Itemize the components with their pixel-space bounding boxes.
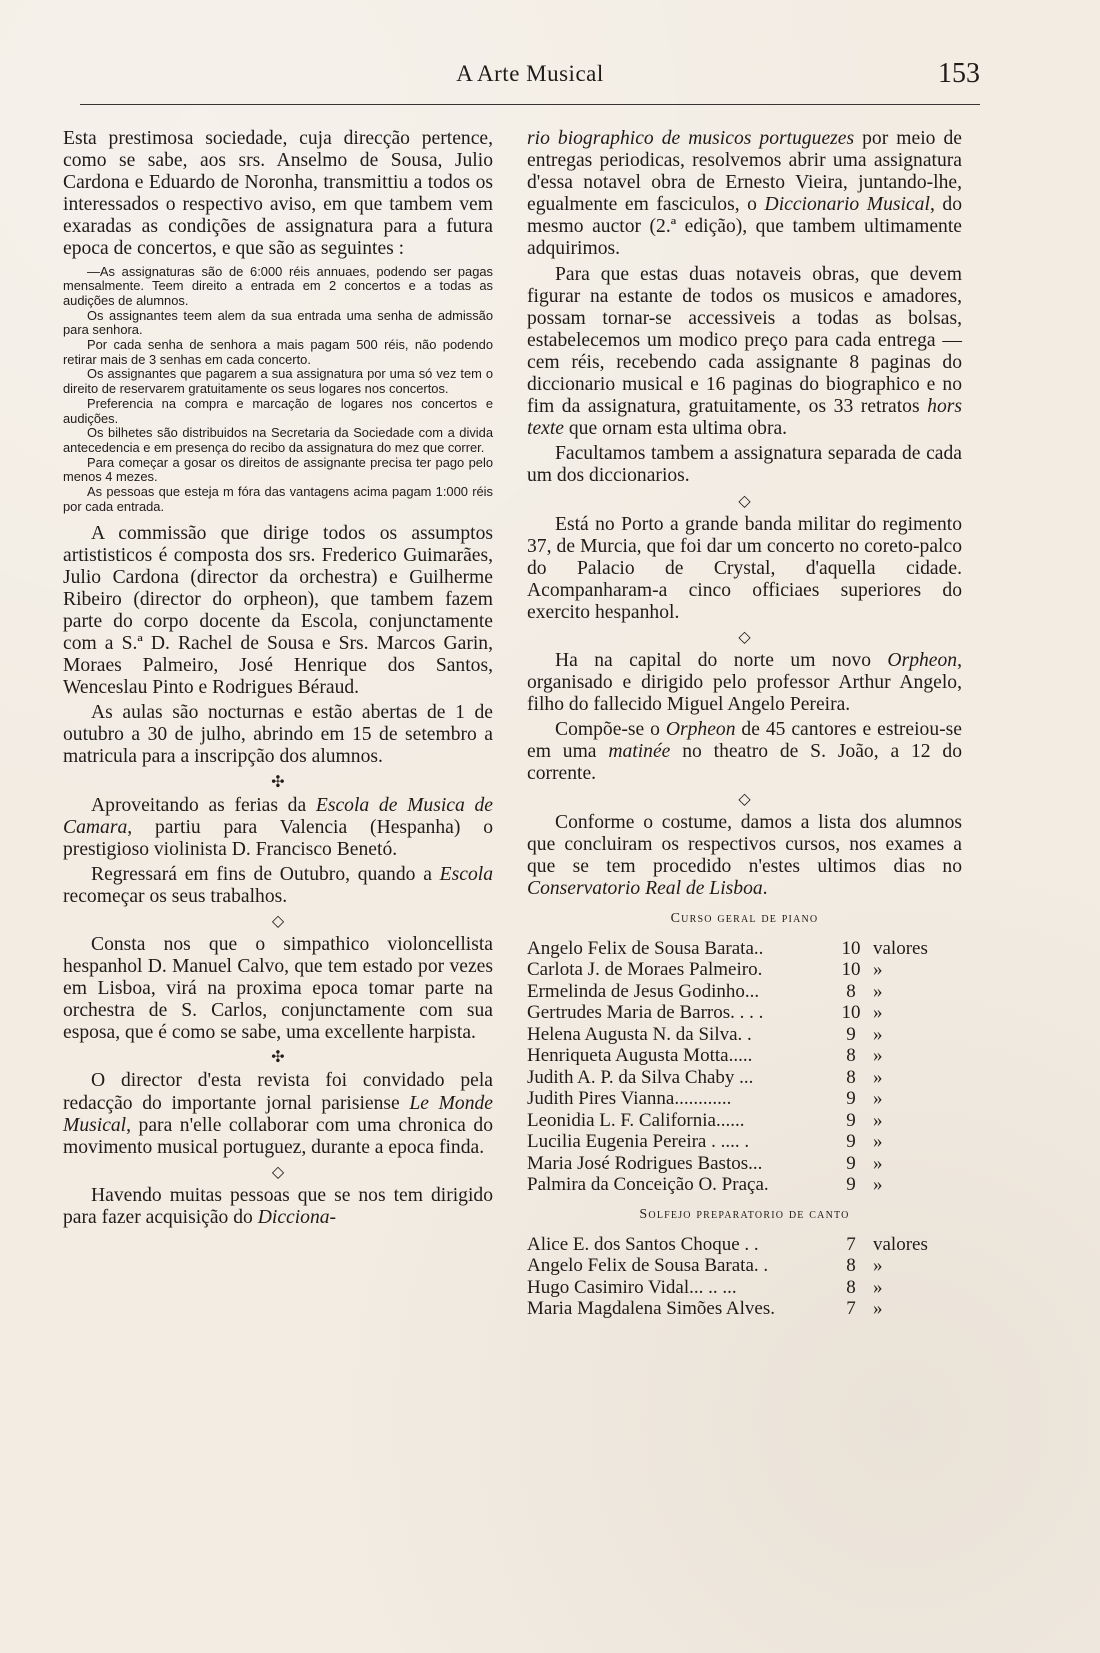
paragraph: rio biographico de musicos portuguezes por meio de entregas periodicas, resolvemos abrir uma assignatura d'essa notavel obra de Ernesto Vieira, juntando-lhe, egualmente em fasciculos, o Diccionario Musical, do mesmo auctor (2.ª edição), que tambem ultimamente adquirimos. [527, 128, 962, 260]
small-paragraph: Os assignantes teem alem da sua entrada uma senha de admissão para senhora. [63, 307, 493, 338]
paragraph: Ha na capital do norte um novo Orpheon, organisado e dirigido pelo professor Arthur Angelo, filho do fallecido Miguel Angelo Pereira. [527, 649, 962, 716]
diamond-divider: ◇ [271, 911, 285, 931]
score-unit: » [873, 1088, 883, 1110]
student-name: Gertrudes Maria de Barros. . . . [527, 1002, 764, 1024]
score-unit: valores [873, 1233, 928, 1255]
score-unit: » [873, 1023, 883, 1045]
diamond-divider: ◇ [738, 788, 751, 808]
small-paragraph: As pessoas que esteja m fóra das vantagens acima pagam 1:000 réis por cada entrada. [63, 484, 493, 514]
paragraph: Aproveitando as ferias da Escola de Musica de Camara, partiu para Valencia (Hespanha) o prestigioso violinista D. Francisco Benetó. [63, 794, 493, 860]
section-heading: Solfejo preparatorio de canto [639, 1206, 850, 1222]
result-row [527, 981, 962, 1003]
flourish-divider: ✣ [271, 771, 285, 791]
student-name: Maria Magdalena Simões Alves. [527, 1298, 776, 1320]
solfejo-results-list [527, 1234, 962, 1320]
result-row [527, 1088, 962, 1110]
score-value: 8 [846, 980, 856, 1002]
score-unit: » [873, 1276, 883, 1298]
result-row [527, 1174, 962, 1196]
score-unit: » [873, 1045, 883, 1067]
paragraph: Para que estas duas notaveis obras, que devem figurar na estante de todos os musicos e amadores, possam tornar-se accessiveis a todas as bolsas, estabelecemos um modico preço para cada entrega — cem réis, recebendo cada assignante 8 paginas do diccionario musical e 16 paginas do biographico e no fim da assignatura, gratuitamente, os 33 retratos hors texte que ornam esta ultima obra. [527, 263, 962, 440]
score-value: 10 [841, 959, 861, 981]
result-row [527, 1067, 962, 1089]
result-row [527, 1277, 962, 1299]
diamond-divider: ◇ [738, 490, 751, 510]
result-row [527, 1255, 962, 1277]
running-title: A Arte Musical [456, 61, 604, 86]
small-paragraph: Por cada senha de senhora a mais pagam 500 réis, não podendo retirar mais de 3 senhas em cada concerto. [63, 337, 493, 367]
score-value: 10 [841, 937, 861, 959]
small-paragraph: —As assignaturas são de 6:000 réis annuaes, podendo ser pagas mensalmente. Teem direito a entrada em 2 concertos e a todas as audições de alumnos. [63, 263, 493, 308]
score-value: 8 [846, 1045, 856, 1067]
paragraph: Esta prestimosa sociedade, cuja direcção pertence, como se sabe, aos srs. Anselmo de Sousa, Julio Cardona e Eduardo de Noronha, transmittiu a todos os interessados o respectivo aviso, em que tambem vem exaradas as condições de assignatura para a futura epoca de concertos, e que são as seguintes : [63, 128, 493, 260]
subscription-conditions [63, 265, 493, 515]
section-heading: Curso geral de piano [670, 910, 819, 926]
student-name: Angelo Felix de Sousa Barata. . [527, 1255, 769, 1277]
student-name: Lucilia Eugenia Pereira . .... . [527, 1131, 750, 1153]
score-value: 9 [846, 1131, 856, 1153]
student-name: Ermelinda de Jesus Godinho... [527, 980, 760, 1002]
score-unit: » [873, 1298, 883, 1320]
paragraph: A commissão que dirige todos os assumptos artististicos é composta dos srs. Frederico Guimarães, Julio Cardona (director da orchestra) e Guilherme Ribeiro (director do orpheon), que tambem fazem parte do corpo docente da Escola, conjunctamente com a S.ª D. Rachel de Sousa e Srs. Marcos Garin, Moraes Palmeiro, José Henrique dos Santos, Wenceslau Pinto e Rodrigues Béraud. [63, 522, 493, 699]
small-paragraph: Para começar a gosar os direitos de assignante precisa ter pago pelo menos 4 mezes. [63, 454, 493, 485]
score-value: 9 [846, 1152, 856, 1174]
student-name: Judith Pires Vianna............ [527, 1088, 732, 1110]
result-row [527, 1234, 962, 1256]
score-unit: » [873, 980, 883, 1002]
score-unit: » [873, 1109, 883, 1131]
score-value: 9 [846, 1109, 856, 1131]
student-name: Hugo Casimiro Vidal... .. ... [527, 1276, 737, 1298]
score-value: 9 [846, 1023, 856, 1045]
score-value: 9 [846, 1174, 856, 1196]
running-header [80, 58, 980, 105]
student-name: Leonidia L. F. California...... [527, 1109, 745, 1131]
student-name: Alice E. dos Santos Choque . . [527, 1233, 759, 1255]
paragraph: Conforme o costume, damos a lista dos alumnos que concluiram os respectivos cursos, nos exames a que se tem procedido n'estes ultimos dias no Conservatorio Real de Lisboa. [527, 811, 962, 899]
score-value: 8 [846, 1276, 856, 1298]
right-column [527, 128, 962, 1320]
student-name: Carlota J. de Moraes Palmeiro. [527, 959, 763, 981]
student-name: Maria José Rodrigues Bastos... [527, 1152, 763, 1174]
score-unit: » [873, 1255, 883, 1277]
student-name: Henriqueta Augusta Motta..... [527, 1045, 753, 1067]
paragraph: Consta nos que o simpathico violoncellista hespanhol D. Manuel Calvo, que tem estado por vezes em Lisboa, virá na proxima epoca tomar parte na orchestra de S. Carlos, conjunctamente com sua esposa, que é como se sabe, uma excellente harpista. [63, 934, 493, 1044]
score-unit: valores [873, 937, 928, 959]
score-value: 7 [846, 1298, 856, 1320]
score-value: 8 [846, 1255, 856, 1277]
paragraph: Facultamos tambem a assignatura separada de cada um dos diccionarios. [527, 443, 962, 487]
student-name: Angelo Felix de Sousa Barata.. [527, 937, 764, 959]
diamond-divider: ◇ [738, 626, 751, 646]
result-row [527, 959, 962, 981]
result-row [527, 1298, 962, 1320]
result-row [527, 1045, 962, 1067]
paragraph: As aulas são nocturnas e estão abertas de 1 de outubro a 30 de julho, abrindo em 15 de setembro a matricula para a inscripção dos alumnos. [63, 702, 493, 768]
result-row [527, 1024, 962, 1046]
score-unit: » [873, 1002, 883, 1024]
paragraph: O director d'esta revista foi convidado pela redacção do importante jornal parisiense Le Monde Musical, para n'elle collaborar com uma chronica do movimento musical portuguez, durante a epoca finda. [63, 1070, 493, 1158]
piano-results-list [527, 938, 962, 1196]
small-paragraph: Preferencia na compra e marcação de logares nos concertos e audições. [63, 395, 493, 426]
diamond-divider: ◇ [271, 1161, 285, 1181]
score-value: 9 [846, 1088, 856, 1110]
student-name: Palmira da Conceição O. Praça. [527, 1174, 769, 1196]
paragraph: Está no Porto a grande banda militar do regimento 37, de Murcia, que foi dar um concerto no coreto-palco do Palacio de Crystal, d'aquella cidade. Acompanharam-a cinco officiaes superiores do exercito hespanhol. [527, 513, 962, 623]
paragraph: Regressará em fins de Outubro, quando a Escola recomeçar os seus trabalhos. [63, 863, 493, 907]
flourish-divider: ✣ [271, 1047, 285, 1067]
result-row [527, 1131, 962, 1153]
score-unit: » [873, 959, 883, 981]
result-row [527, 1153, 962, 1175]
score-value: 7 [846, 1233, 856, 1255]
paragraph: Havendo muitas pessoas que se nos tem dirigido para fazer acquisição do Dicciona- [63, 1184, 493, 1228]
page-number: 153 [938, 58, 980, 89]
score-unit: » [873, 1152, 883, 1174]
small-paragraph: Os assignantes que pagarem a sua assignatura por uma só vez tem o direito de reservarem gratuitamente os seus logares nos concertos. [63, 366, 493, 397]
score-unit: » [873, 1066, 883, 1088]
score-value: 8 [846, 1066, 856, 1088]
score-value: 10 [841, 1002, 861, 1024]
small-paragraph: Os bilhetes são distribuidos na Secretaria da Sociedade com a divida antecedencia e em presença do recibo da assignatura do mez que correr. [63, 425, 493, 455]
result-row [527, 938, 962, 960]
paragraph: Compõe-se o Orpheon de 45 cantores e estreiou-se em uma matinée no theatro de S. João, a 12 do corrente. [527, 719, 963, 785]
result-row [527, 1110, 962, 1132]
student-name: Judith A. P. da Silva Chaby ... [527, 1066, 754, 1088]
score-unit: » [873, 1131, 883, 1153]
result-row [527, 1002, 962, 1024]
student-name: Helena Augusta N. da Silva. . [527, 1023, 752, 1045]
left-column [63, 128, 493, 1232]
score-unit: » [873, 1174, 883, 1196]
